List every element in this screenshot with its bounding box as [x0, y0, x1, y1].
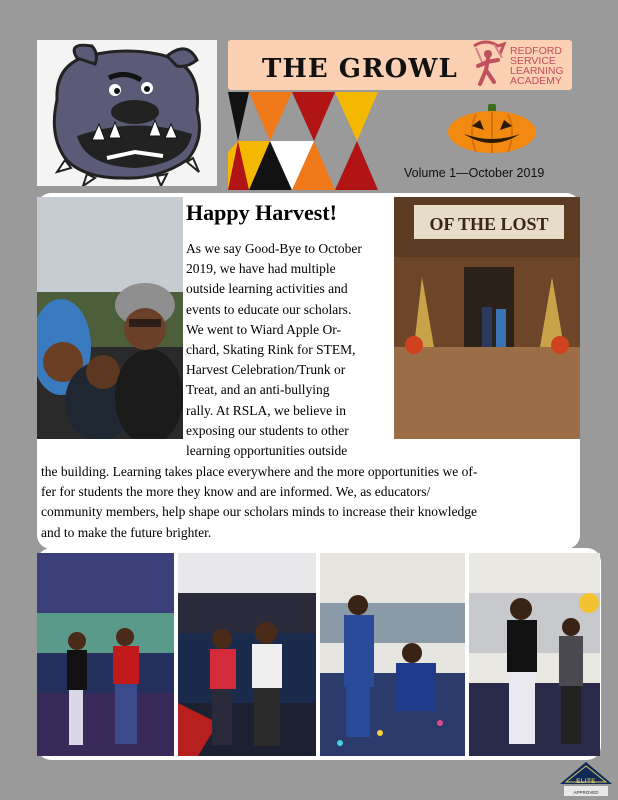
body-line: fer for students the more they know and are informed. We, as educators/: [41, 484, 431, 500]
body-line: 2019, we have had multiple: [186, 261, 336, 277]
volume-label: Volume 1—October 2019: [404, 166, 545, 180]
academy-name-line: LEARNING: [510, 65, 564, 77]
academy-name-line: SERVICE: [510, 55, 556, 67]
body-line: events to educate our scholars.: [186, 301, 352, 317]
skating-photo-4: [469, 553, 600, 756]
body-line: We went to Wiard Apple Or-: [186, 321, 341, 337]
skating-photo-1: [37, 553, 174, 756]
article-headline: Happy Harvest!: [186, 200, 337, 225]
body-line: chard, Skating Rink for STEM,: [186, 342, 356, 358]
skating-photo-2: [178, 553, 316, 756]
article-body-full: [41, 462, 575, 543]
body-line: and to make the future brighter.: [41, 524, 212, 540]
body-line: outside learning activities and: [186, 281, 348, 297]
body-line: exposing our students to other: [186, 422, 349, 438]
skating-photo-3: [320, 553, 465, 756]
article-body-column: [186, 239, 392, 461]
body-line: As we say Good-Bye to October: [186, 241, 362, 256]
body-line: Harvest Celebration/Trunk or: [186, 362, 346, 378]
body-line: rally. At RSLA, we believe in: [186, 402, 346, 418]
body-line: Treat, and an anti-bullying: [186, 382, 330, 398]
bulldog-logo: [37, 40, 217, 186]
body-line: the building. Learning takes place everywhere and the more opportunities we of-: [41, 464, 478, 479]
elite-sub-label: APPROVED: [573, 790, 599, 795]
newsletter-title: THE GROWL: [262, 54, 458, 84]
academy-name-line: ACADEMY: [510, 75, 562, 87]
academy-name: [510, 46, 564, 86]
body-line: learning opportunities outside: [186, 443, 348, 459]
hayride-photo: [394, 197, 580, 439]
academy-name-line: REDFORD: [510, 45, 562, 57]
diamond-decoration: [228, 92, 400, 190]
elite-label: ELITE: [576, 779, 596, 785]
pumpkin-icon: [446, 104, 538, 154]
hayride-sign-text: OF THE LOST: [429, 214, 549, 234]
body-line: community members, help shape our scholars minds to increase their knowledge: [41, 504, 478, 520]
family-selfie-photo: [37, 197, 183, 439]
elite-approved-badge: [560, 762, 612, 796]
